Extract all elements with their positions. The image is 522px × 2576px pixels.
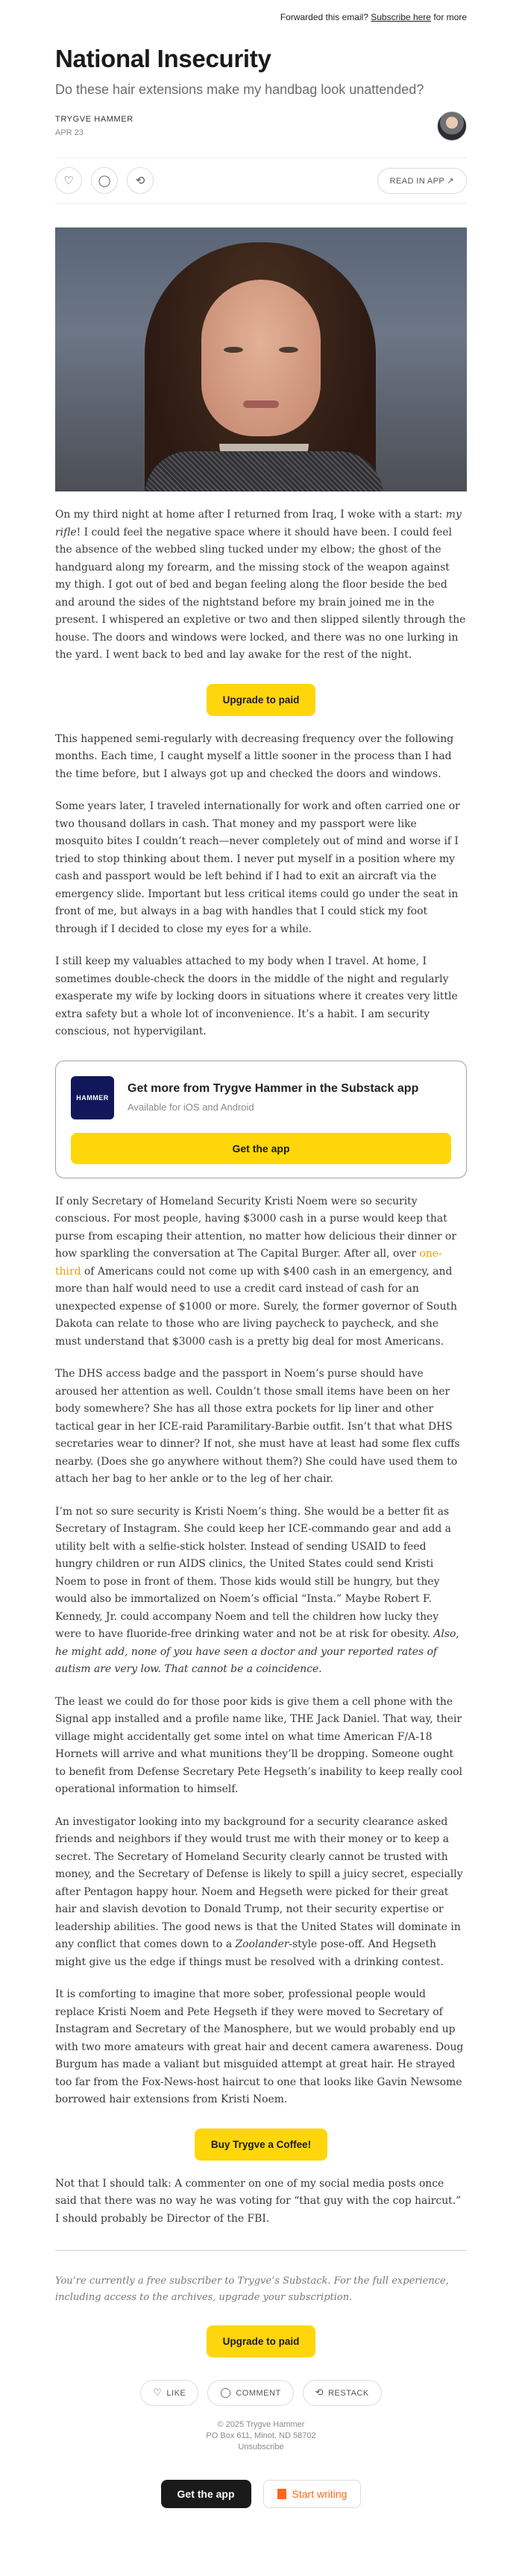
restack-label: RESTACK (328, 2388, 369, 2398)
paragraph: I still keep my valuables attached to my body when I travel. At home, I sometimes double-check the doors in the middle of the night and regularly exasperate my wife by locking doors in situations where it creates very little extra safety but a whole lot of inconvenience. It’s a habit. I am security conscious, not hypervigilant. (55, 955, 458, 1037)
app-promo-subtitle: Available for iOS and Android (128, 1102, 254, 1113)
restack-icon: ⟲ (315, 2387, 324, 2398)
restack-button[interactable] (303, 2380, 382, 2406)
copyright: © 2025 Trygve Hammer (217, 2420, 305, 2429)
byline (55, 111, 467, 141)
paragraph: Some years later, I traveled internationally for work and often carried one or two thousand dollars in cash. That money and my passport were like mosquito bites I couldn’t reach—never completely out of mind and worse if I tried to stop thinking about them. I never put myself in a position where my cash and passport would be left behind if I had to exit an aircraft via the emergency slide. Important but less critical items could go under the seat in front of me, but always in a bag with handles that I could stick my foot through if I decided to close my eyes for a while. (55, 800, 460, 935)
footer (55, 2419, 467, 2453)
address: PO Box 611, Minot, ND 58702 (206, 2431, 316, 2440)
paragraph: If only Secretary of Homeland Security Kristi Noem were so security conscious. For most people, having $3000 cash in a purse would keep that purse from escaping their attention, no matter how delicious their dinner or how sparkling the conversation at The Capital Burger. After all, over one-third of Americans could not come up with $400 cash in an emergency, and more than half would need to use a credit card instead of cash for an unexpected expense of $1000 or more. Surely, the former governor of South Dakota can relate to those who are living paycheck to paycheck, and she must understand that $3000 cash is a pretty big deal for most Americans. (55, 1195, 457, 1348)
upgrade-button[interactable]: Upgrade to paid (207, 684, 316, 716)
external-arrow-icon: ↗ (447, 176, 454, 186)
comment-icon[interactable]: ◯ (91, 167, 118, 194)
emphasis: my rifle (55, 509, 462, 538)
paragraph: The DHS access badge and the passport in Noem’s purse should have aroused her attention as well. Couldn’t those small items have been on her body somewhere? She has all those extra pockets for lip liner and other tactical gear in her ICE-raid Paramilitary-Barbie outfit. Isn’t that what DHS secretaries wear to dinner? If not, she must have at least had some flex cuffs nearby. (Does she go anywhere without them?) She could have used them to attach her bag to her ankle or to the leg of her chair. (55, 1368, 460, 1485)
app-promo-title: Get more from Trygve Hammer in the Substack app (128, 1082, 419, 1095)
paragraph: The least we could do for those poor kids is give them a cell phone with the Signal app installed and a profile name like, THE Jack Daniel. That way, their village might accidentally get some intel on what time American F/A-18 Hornets will arrive and what munitions they’ll be dropping. Someone ought to benefit from Defense Secretary Pete Hegseth’s inability to keep really cool operational information to himself. (55, 1695, 462, 1795)
read-in-app-button[interactable] (377, 168, 467, 194)
app-store-row (55, 2480, 467, 2508)
paragraph: It is comforting to imagine that more sober, professional people would replace Kristi Noem and Pete Hegseth if they were moved to Secretary of Instagram and Secretary of the Manosphere, but we would probably end up with two more amateurs with great hair and decent camera awareness. Doug Burgum has made a valiant but misguided attempt at great hair. He strayed too far from the Fox-News-host haircut to one that looks like Gavin Newsome borrowed hair extensions from Kristi Noem. (55, 1988, 464, 2105)
unsubscribe-link[interactable]: Unsubscribe (238, 2443, 284, 2451)
comment-label: COMMENT (236, 2388, 281, 2398)
start-writing-button[interactable] (263, 2480, 362, 2508)
upgrade-button-bottom[interactable]: Upgrade to paid (207, 2325, 316, 2357)
buy-coffee-button[interactable]: Buy Trygve a Coffee! (195, 2129, 327, 2161)
like-label: LIKE (166, 2388, 186, 2398)
comment-button[interactable] (207, 2380, 293, 2406)
forward-prefix: Forwarded this email? (280, 12, 368, 22)
post-actions (55, 157, 467, 204)
heart-icon: ♡ (153, 2387, 163, 2398)
emphasis: Zoolander (235, 1938, 289, 1950)
comment-icon: ◯ (220, 2387, 232, 2398)
avatar[interactable] (437, 111, 467, 141)
subscribe-link[interactable]: Subscribe here (371, 12, 431, 22)
start-writing-label: Start writing (292, 2488, 348, 2500)
read-in-app-label: READ IN APP (389, 176, 444, 186)
one-third-link[interactable]: one-third (55, 1248, 442, 1278)
app-promo-card (55, 1061, 467, 1178)
divider (55, 2250, 467, 2251)
post-subtitle: Do these hair extensions make my handbag look unattended? (55, 82, 424, 97)
paragraph: I’m not so sure security is Kristi Noem’s thing. She would be a better fit as Secretary of Instagram. She could keep her ICE-commando gear and add a utility belt with a selfie-stick holster. Instead of sending USAID to feed hungry children or run AIDS clinics, the United States could send Kristi Noem to pose in front of them. Those kids would still be hungry, but they would also be immortalized on Noem’s official “Insta.” Maybe Robert F. Kennedy, Jr. could accompany Noem and tell the children how lucky they were to have fluoride-free drinking water and not be at risk for obesity. Also, he might add, none of you have seen a doctor and your reported rates of autism are very low. That cannot be a coincidence. (55, 1505, 459, 1675)
get-app-button[interactable]: Get the app (71, 1133, 451, 1164)
hero-image (55, 227, 467, 491)
post-date: APR 23 (55, 128, 84, 137)
paragraph: Not that I should talk: A commenter on one of my social media posts once said that there was no way he was voting for “that guy with the cop haircut.” I should probably be Director of the FBI. (55, 2177, 462, 2225)
subscriber-note: You’re currently a free subscriber to Trygve’s Substack. For the full experience, including access to the archives, upgrade your subscription. (55, 2275, 449, 2303)
paragraph: An investigator looking into my background for a security clearance asked friends and neighbors if they would trust me with their money or to keep a secret. The Secretary of Homeland Security clearly cannot be trusted with money, and the Secretary of Defense is likely to spill a juicy secret, especially after Pentagon happy hour. Noem and Hegseth were picked for their great hair and slavish devotion to Donald Trump, not their security expertise or leadership abilities. The good news is that the United States will dominate in any conflict that comes down to a Zoolander-style pose-off. And Hegseth might give us the edge if things must be resolved with a drinking contest. (55, 1815, 463, 1968)
restack-icon[interactable]: ⟲ (127, 167, 154, 194)
publication-logo: HAMMER (71, 1076, 114, 1119)
footer-get-app-button[interactable]: Get the app (161, 2480, 251, 2508)
paragraph: On my third night at home after I returned from Iraq, I woke with a start: my rifle! I could feel the negative space where it should have been. I could feel the absence of the webbed sling tucked under my elbow; the ghost of the handguard along my forearm, and the missing stock of the weapon against my thigh. I got out of bed and began feeling along the floor beside the bed and around the sides of the nightstand before my brain joined me in the present. I whispered an expletive or two and then slipped silently through the house. The doors and windows were locked, and there was no one lurking in the yard. I went back to bed and lay awake for the rest of the night. (55, 509, 466, 661)
paragraph: This happened semi-regularly with decreasing frequency over the following months. Each time, I caught myself a little sooner in the process than I had the time before, but I always got up and checked the doors and windows. (55, 732, 454, 780)
author-name[interactable]: TRYGVE HAMMER (55, 115, 133, 124)
forward-suffix: for more (433, 12, 467, 22)
like-button[interactable] (140, 2380, 198, 2406)
emphasis: Also, he might add, none of you have seen a doctor and your reported rates of autism are very low. That cannot be a coincidence. (55, 1628, 459, 1675)
forward-banner (55, 0, 467, 30)
post-title[interactable]: National Insecurity (55, 45, 271, 72)
bottom-actions (55, 2380, 467, 2406)
like-icon[interactable]: ♡ (55, 167, 82, 194)
substack-logo-icon (277, 2489, 286, 2499)
